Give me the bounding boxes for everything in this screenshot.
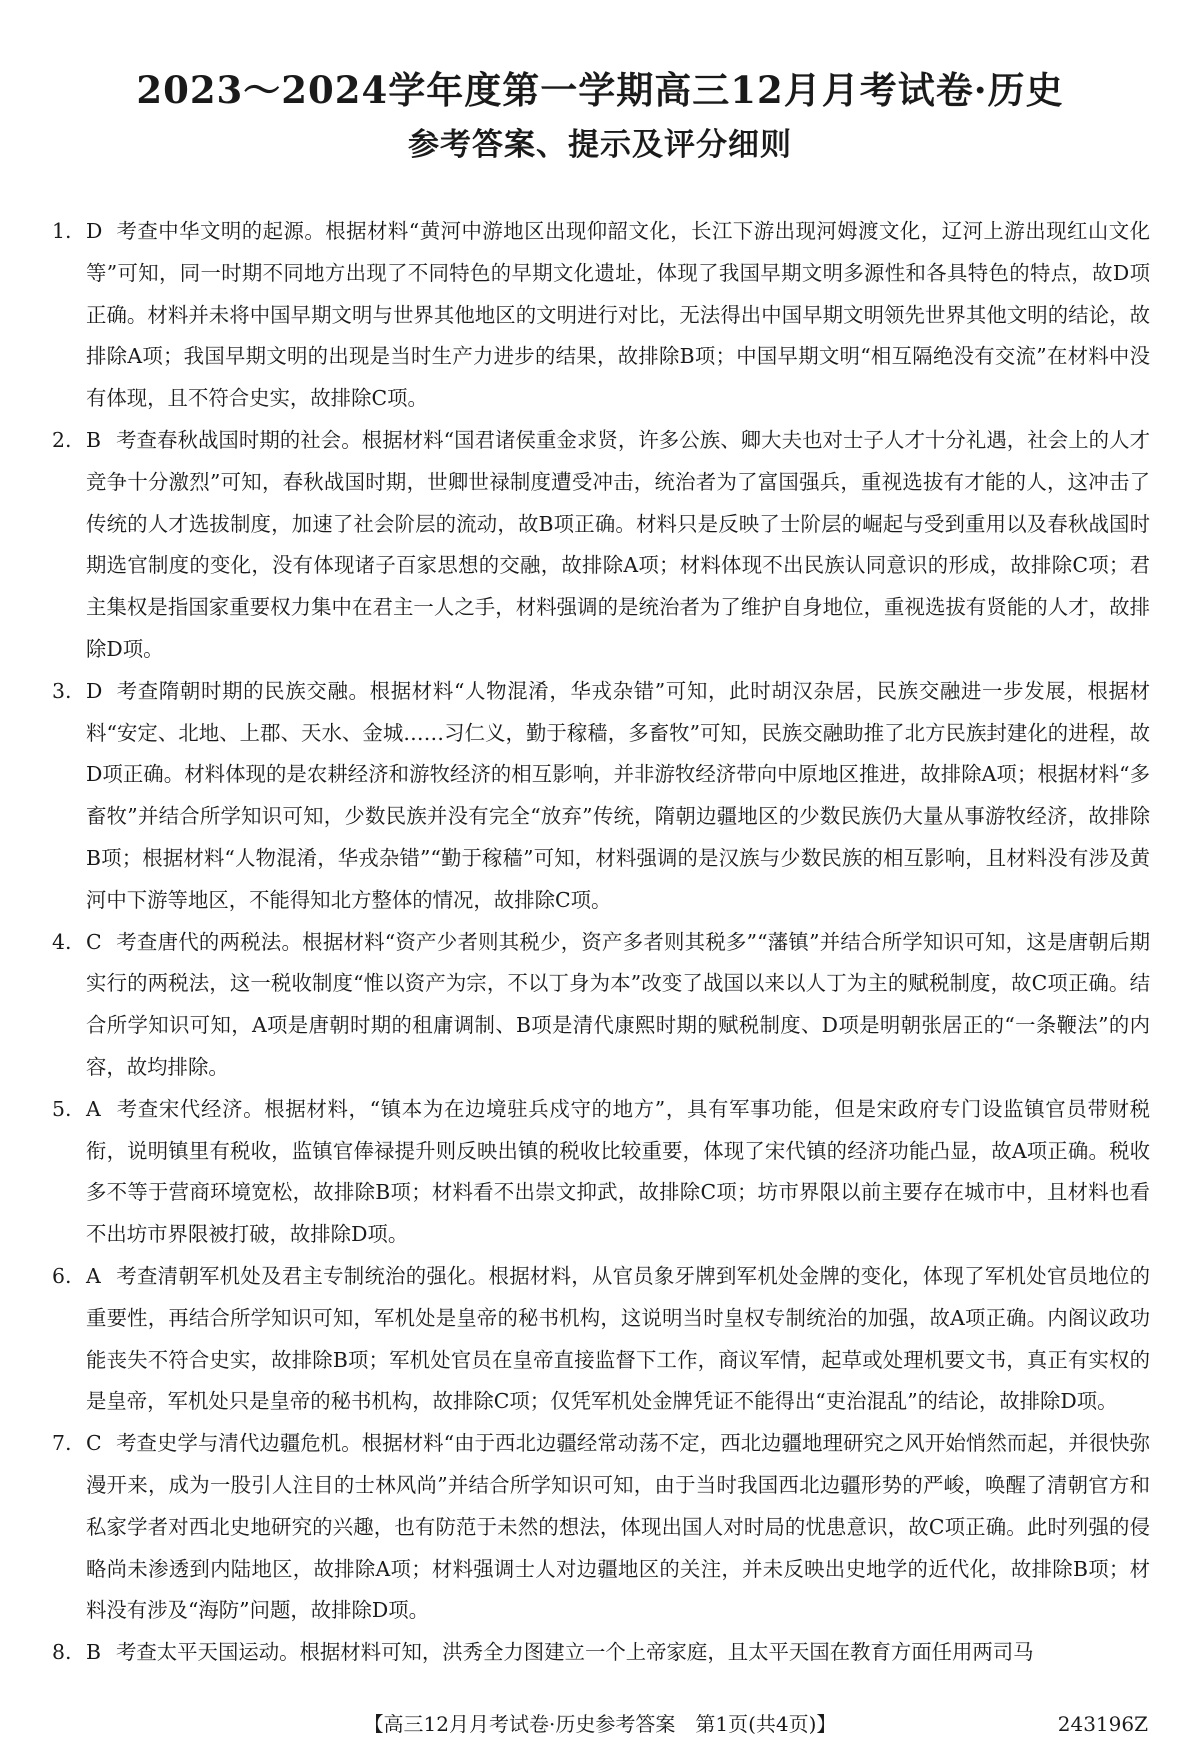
answer-item [52, 420, 1150, 671]
answer-explanation: 考查太平天国运动。根据材料可知，洪秀全力图建立一个上帝家庭，且太平天国在教育方面任用两司马 [116, 1640, 1034, 1665]
answer-choice: C [86, 929, 102, 954]
question-number: 2. [52, 427, 72, 452]
question-number: 1. [52, 219, 72, 243]
answer-explanation: 考查春秋战国时期的社会。根据材料“国君诸侯重金求贤，许多公族、卿大夫也对士子人才十分礼遇，社会上的人才竞争十分激烈”可知，春秋战国时期，世卿世禄制度遭受冲击，统治者为了富国强兵，重视选拔有才能的人，这冲击了传统的人才选拔制度，加速了社会阶层的流动，故B项正确。材料只是反映了士阶层的崛起与受到重用以及春秋战国时期选官制度的变化，没有体现诸子百家思想的交融，故排除A项；材料体现不出民族认同意识的形成，故排除C项；君主集权是指国家重要权力集中在君主一人之手，材料强调的是统治者为了维护自身地位，重视选拔有贤能的人才，故排除D项。 [86, 427, 1150, 661]
answer-explanation: 考查中华文明的起源。根据材料“黄河中游地区出现仰韶文化，长江下游出现河姆渡文化，辽河上游出现红山文化等”可知，同一时期不同地方出现了不同特色的早期文化遗址，体现了我国早期文明多源性和各具特色的特点，故D项正确。材料并未将中国早期文明与世界其他地区的文明进行对比，无法得出中国早期文明领先世界其他文明的结论，故排除A项；我国早期文明的出现是当时生产力进步的结果，故排除B项；中国早期文明“相互隔绝没有交流”在材料中没有体现，且不符合史实，故排除C项。 [86, 219, 1150, 411]
answer-choice: A [86, 1096, 101, 1121]
answer-explanation: 考查隋朝时期的民族交融。根据材料“人物混淆，华戎杂错”可知，此时胡汉杂居，民族交融进一步发展，根据材料“安定、北地、上郡、天水、金城……习仁义，勤于稼穑，多畜牧”可知，民族交融助推了北方民族封建化的进程，故D项正确。材料体现的是农耕经济和游牧经济的相互影响，并非游牧经济带向中原地区推进，故排除A项；根据材料“多畜牧”并结合所学知识可知，少数民族并没有完全“放弃”传统，隋朝边疆地区的少数民族仍大量从事游牧经济，故排除B项；根据材料“人物混淆，华戎杂错”“勤于稼穑”可知，材料强调的是汉族与少数民族的相互影响，且材料没有涉及黄河中下游等地区，不能得知北方整体的情况，故排除C项。 [86, 678, 1150, 912]
footer-doc-code: 243196Z [1057, 1712, 1148, 1736]
answer-item [52, 671, 1150, 922]
answer-item [52, 1632, 1150, 1674]
question-number: 4. [52, 929, 72, 954]
answer-list [52, 211, 1150, 1674]
answer-item [52, 211, 1150, 420]
question-number: 3. [52, 678, 72, 703]
question-number: 5. [52, 1096, 72, 1121]
answer-choice: B [86, 1640, 101, 1665]
answer-choice: D [86, 219, 103, 243]
question-number: 6. [52, 1263, 72, 1288]
answer-explanation: 考查宋代经济。根据材料，“镇本为在边境驻兵戍守的地方”，具有军事功能，但是宋政府专门设监镇官员带财税衔，说明镇里有税收，监镇官俸禄提升则反映出镇的税收比较重要，体现了宋代镇的经济功能凸显，故A项正确。税收多不等于营商环境宽松，故排除B项；材料看不出崇文抑武，故排除C项；坊市界限以前主要存在城市中，且材料也看不出坊市界限被打破，故排除D项。 [86, 1096, 1150, 1247]
footer-page-info: 【高三12月月考试卷·历史参考答案 第1页(共4页)】 [363, 1712, 837, 1736]
answer-explanation: 考查清朝军机处及君主专制统治的强化。根据材料，从官员象牙牌到军机处金牌的变化，体现了军机处官员地位的重要性，再结合所学知识可知，军机处是皇帝的秘书机构，这说明当时皇权专制统治的加强，故A项正确。内阁议政功能丧失不符合史实，故排除B项；军机处官员在皇帝直接监督下工作，商议军情，起草或处理机要文书，真正有实权的是皇帝，军机处只是皇帝的秘书机构，故排除C项；仅凭军机处金牌凭证不能得出“吏治混乱”的结论，故排除D项。 [86, 1263, 1150, 1414]
answer-item [52, 1256, 1150, 1423]
answer-item [52, 1423, 1150, 1632]
question-number: 8. [52, 1640, 72, 1665]
answer-explanation: 考查史学与清代边疆危机。根据材料“由于西北边疆经常动荡不定，西北边疆地理研究之风开始悄然而起，并很快弥漫开来，成为一股引人注目的士林风尚”并结合所学知识可知，由于当时我国西北边疆形势的严峻，唤醒了清朝官方和私家学者对西北史地研究的兴趣，也有防范于未然的想法，体现出国人对时局的忧患意识，故C项正确。此时列强的侵略尚未渗透到内陆地区，故排除A项；材料强调士人对边疆地区的关注，并未反映出史地学的近代化，故排除B项；材料没有涉及“海防”问题，故排除D项。 [86, 1431, 1150, 1623]
page-subtitle: 参考答案、提示及评分细则 [408, 127, 792, 163]
answer-explanation: 考查唐代的两税法。根据材料“资产少者则其税少，资产多者则其税多”“藩镇”并结合所学知识可知，这是唐朝后期实行的两税法，这一税收制度“惟以资产为宗，不以丁身为本”改变了战国以来以人丁为主的赋税制度，故C项正确。结合所学知识可知，A项是唐朝时期的租庸调制、B项是清代康熙时期的赋税制度、D项是明朝张居正的“一条鞭法”的内容，故均排除。 [86, 929, 1150, 1079]
question-number: 7. [52, 1431, 72, 1456]
answer-choice: B [86, 427, 101, 452]
answer-item [52, 1089, 1150, 1256]
answer-choice: D [86, 678, 103, 703]
answer-choice: C [86, 1431, 102, 1456]
page-title: 2023～2024学年度第一学期高三12月月考试卷·历史 [136, 68, 1064, 112]
answer-item [52, 922, 1150, 1089]
answer-choice: A [86, 1263, 101, 1288]
